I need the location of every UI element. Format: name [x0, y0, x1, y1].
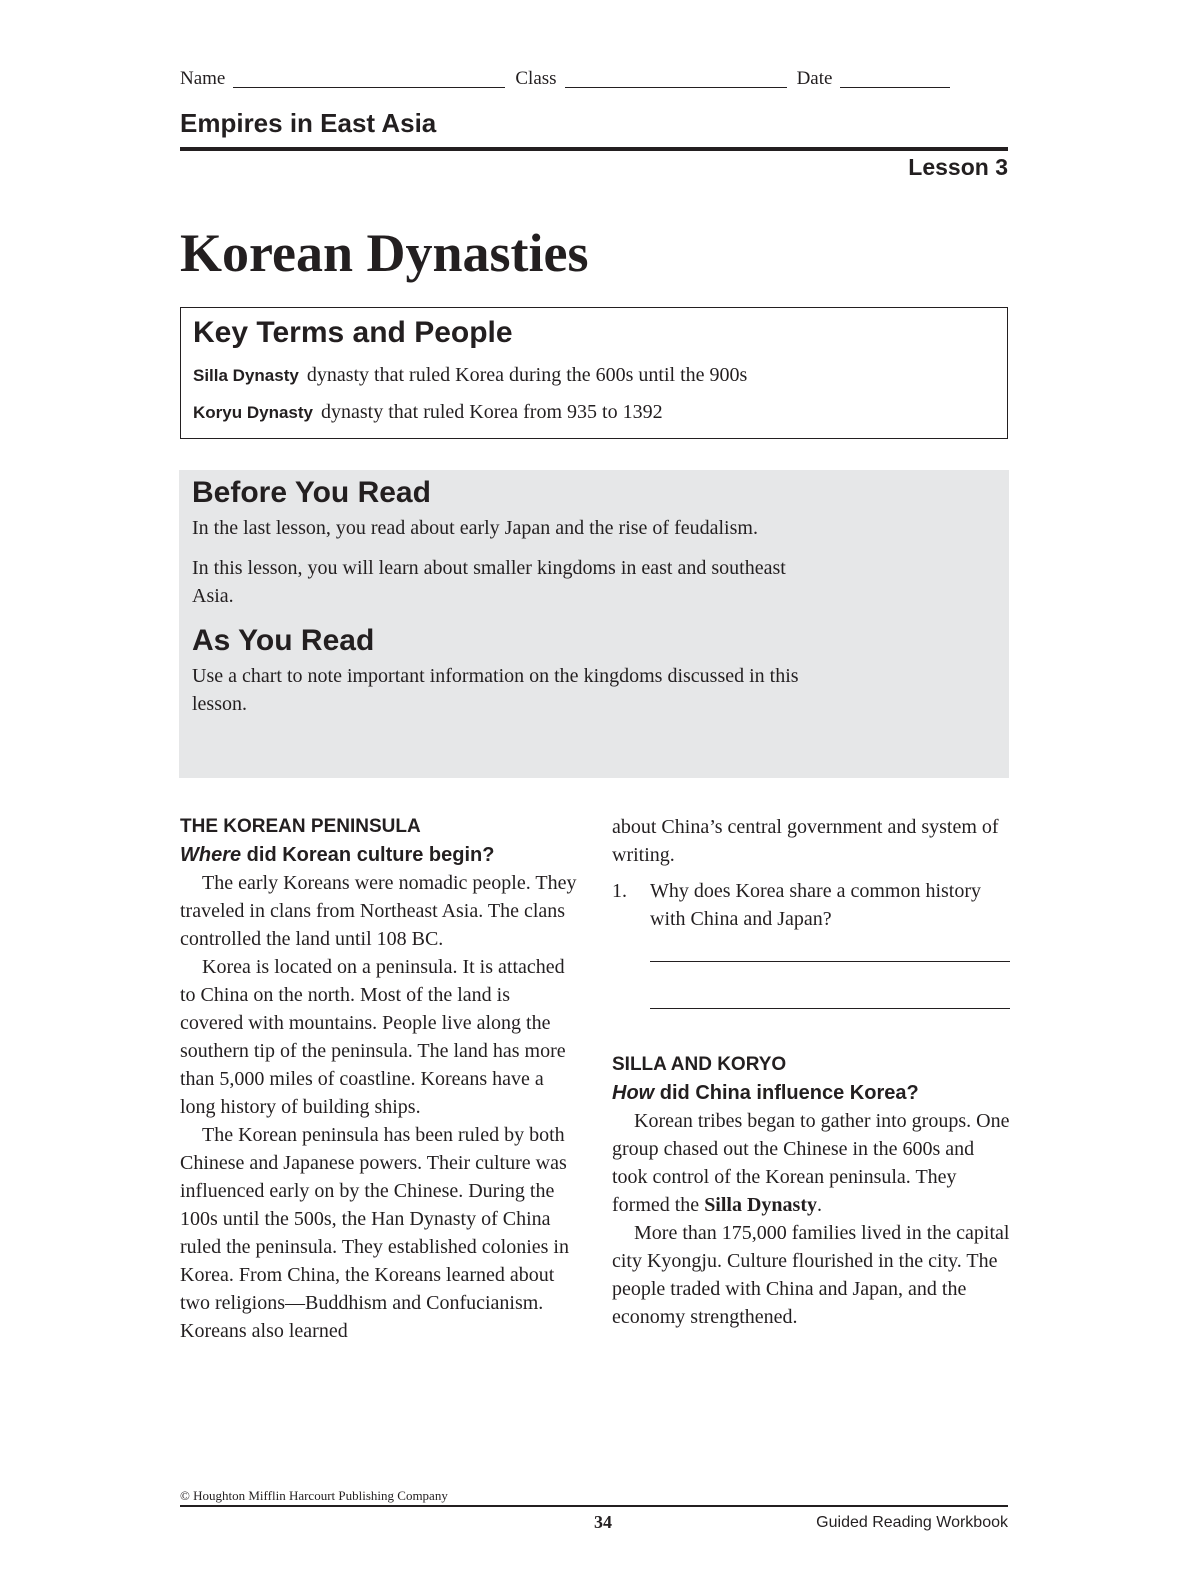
before-p2: In this lesson, you will learn about smaller kingdoms in east and southeast Asia. [192, 557, 786, 607]
key-terms-box [180, 307, 1008, 439]
header-rule [180, 147, 1008, 151]
copyright: © Houghton Mifflin Harcourt Publishing Company [180, 1488, 448, 1503]
paragraph: The Korean peninsula has been ruled by both Chinese and Japanese powers. Their culture was influenced early on by the Chinese. During the 100s until the 500s, the Han Dynasty of China ruled the peninsula. They established colonies in Korea. From China, the Koreans learned about two religions—Buddhism and Confucianism. Koreans also learned [180, 1124, 569, 1342]
question-emphasis: Where [180, 844, 242, 866]
left-column [180, 813, 578, 1345]
question-text: Why does Korea share a common history with China and Japan? [650, 880, 982, 930]
header-fields [180, 68, 1008, 90]
section-heading: THE KOREAN PENINSULA [180, 816, 421, 837]
key-term [193, 399, 1007, 426]
key-terms-heading: Key Terms and People [193, 316, 513, 349]
paragraph: More than 175,000 families lived in the capital city Kyongju. Culture flourished in the city. The people traded with China and Japan, and the economy strengthened. [612, 1222, 1010, 1328]
paragraph: about China’s central government and system of writing. [612, 816, 999, 866]
as-p1: Use a chart to note important information on the kingdoms discussed in this lesson. [192, 665, 799, 715]
question-text: did China influence Korea? [654, 1082, 919, 1104]
key-term-inline: Silla Dynasty [704, 1194, 817, 1216]
footer-rule [180, 1505, 1008, 1507]
right-column [612, 813, 1010, 1331]
reading-intro-box [179, 470, 1009, 778]
answer-line[interactable] [650, 961, 1010, 962]
page-number: 34 [594, 1512, 612, 1532]
paragraph-text: Korean tribes began to gather into groups. One group chased out the Chinese in the 600s and took control of the Korean peninsula. They formed the [612, 1110, 1010, 1216]
class-label: Class [515, 68, 557, 89]
paragraph-text: . [817, 1194, 822, 1216]
answer-line[interactable] [650, 1008, 1010, 1009]
term-name: Koryu Dynasty [193, 403, 313, 422]
name-blank [233, 69, 505, 88]
section-question [612, 1079, 1010, 1107]
term-definition: dynasty that ruled Korea during the 600s until the 900s [306, 364, 748, 386]
section-heading: SILLA AND KORYO [612, 1054, 787, 1075]
before-heading: Before You Read [192, 476, 431, 509]
paragraph: The early Koreans were nomadic people. They traveled in clans from Northeast Asia. The clans controlled the land until 108 BC. [180, 872, 577, 950]
key-term [193, 362, 1007, 389]
book-title: Guided Reading Workbook [816, 1514, 1008, 1531]
question-emphasis: How [612, 1082, 655, 1104]
term-name: Silla Dynasty [193, 366, 299, 385]
question-number: 1. [612, 880, 627, 902]
section-question [180, 841, 578, 869]
lesson-label: Lesson 3 [908, 154, 1008, 180]
question-text: did Korean culture begin? [241, 844, 495, 866]
question-1 [612, 877, 1010, 933]
paragraph: Korea is located on a peninsula. It is attached to China on the north. Most of the land is covered with mountains. People live along the southern tip of the peninsula. The land has more than 5,000 miles of coastline. Koreans have a long history of building ships. [180, 956, 566, 1118]
date-blank [840, 69, 950, 88]
class-blank [565, 69, 787, 88]
term-definition: dynasty that ruled Korea from 935 to 1392 [320, 401, 663, 423]
before-p1: In the last lesson, you read about early Japan and the rise of feudalism. [192, 517, 758, 539]
name-label: Name [180, 68, 226, 89]
unit-title: Empires in East Asia [180, 108, 437, 138]
date-label: Date [796, 68, 833, 89]
page-title: Korean Dynasties [180, 223, 589, 283]
paragraph [612, 1107, 1010, 1219]
as-heading: As You Read [192, 624, 375, 657]
